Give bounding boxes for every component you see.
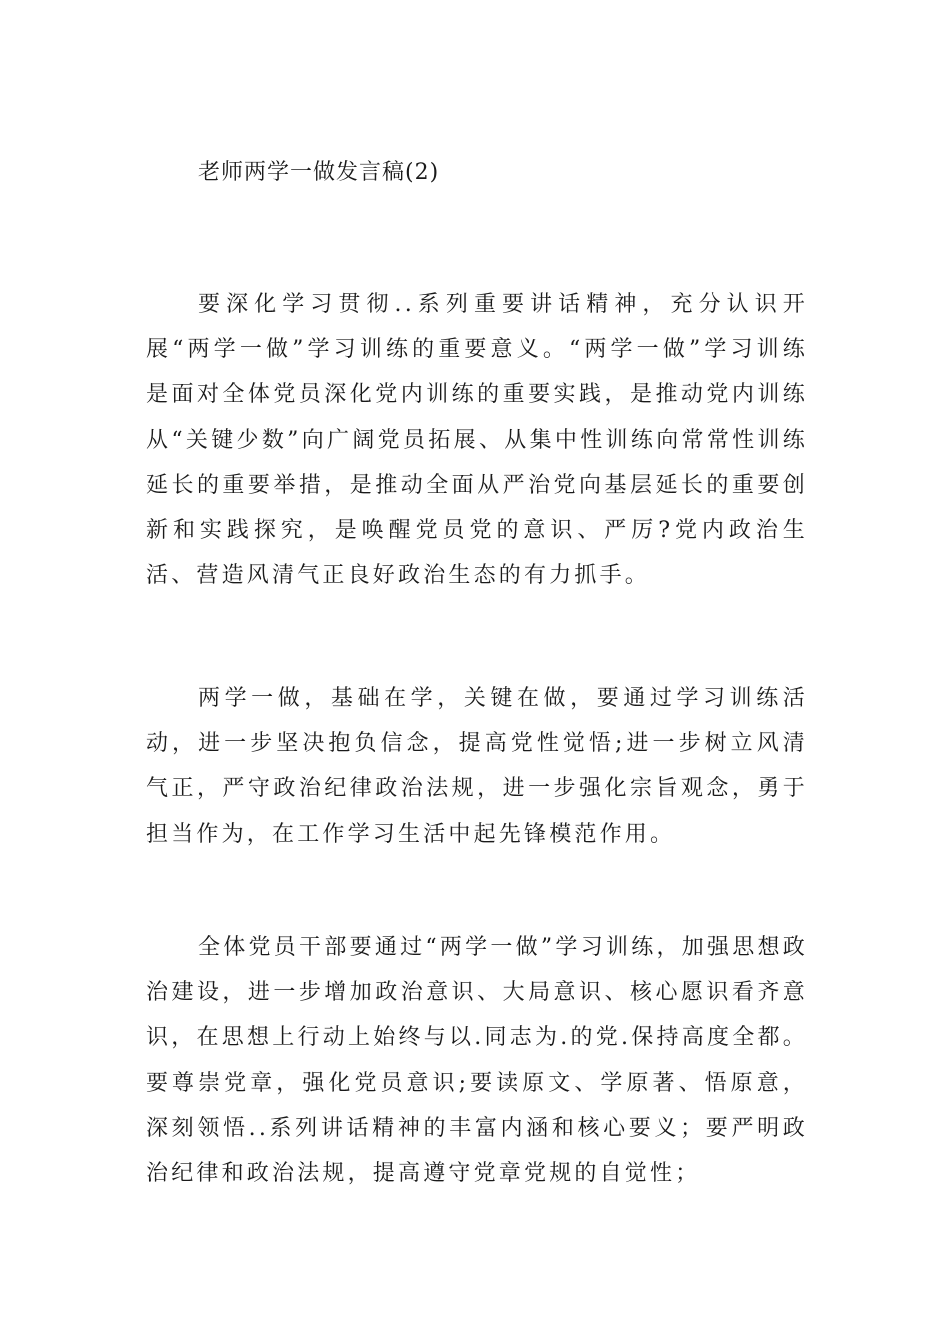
paragraph-3: 全体党员干部要通过“两学一做”学习训练，加强思想政治建设，进一步增加政治意识、大局意识、核心愿识看齐意识，在思想上行动上始终与以.同志为.的党.保持高度全都。要尊崇党章，强化党员意识;要读原文、学原著、悟原意，深刻领悟..系列讲话精神的丰富内涵和核心要义；要严明政治纪律和政治法规，提高遵守党章党规的自觉性； — [146, 935, 808, 1187]
paragraph-1: 要深化学习贯彻..系列重要讲话精神，充分认识开展“两学一做”学习训练的重要意义。“两学一做”学习训练是面对全体党员深化党内训练的重要实践，是推动党内训练从“关键少数”向广阔党员拓展、从集中性训练向常常性训练延长的重要举措，是推动全面从严治党向基层延长的重要创新和实践探究，是唤醒党员党的意识、严厉?党内政治生活、营造风清气正良好政治生态的有力抓手。 — [146, 292, 808, 589]
paragraph-2: 两学一做，基础在学，关键在做，要通过学习训练活动，进一步坚决抱负信念，提高党性觉悟;进一步树立风清气正，严守政治纪律政治法规，进一步强化宗旨观念，勇于担当作为，在工作学习生活中起先锋模范作用。 — [146, 686, 808, 847]
document-title: 老师两学一做发言稿(2) — [198, 160, 440, 185]
